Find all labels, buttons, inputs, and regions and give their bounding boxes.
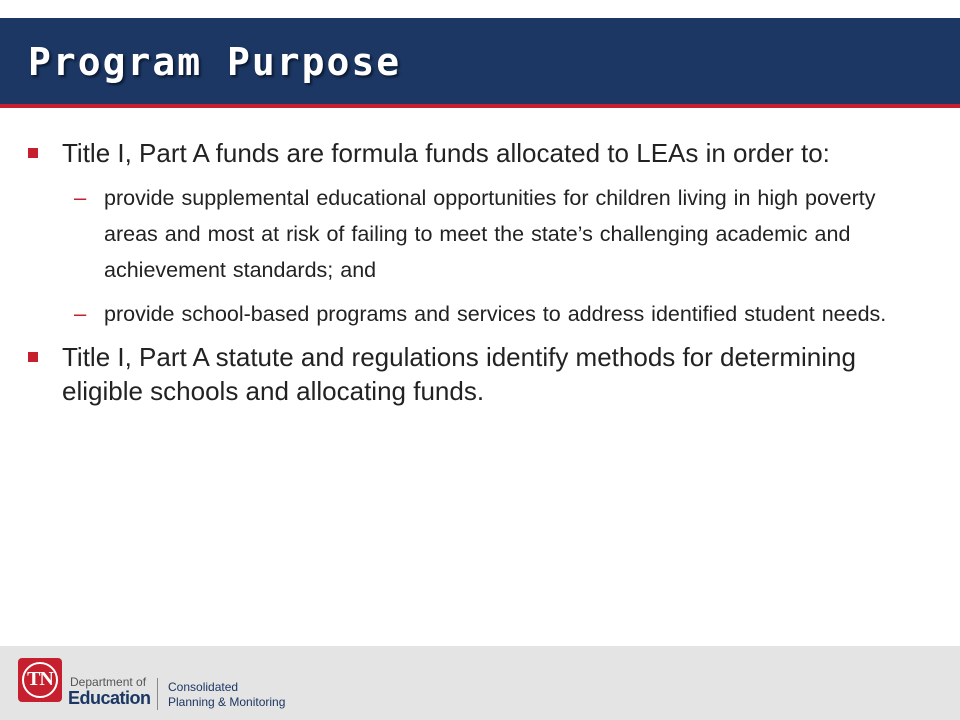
sub-bullet-text: provide supplemental educational opportunities for children living in high poverty areas and most at risk of failing to meet the state’s challenging academic and achievement standards; and [104, 186, 876, 282]
square-bullet-icon [28, 148, 38, 158]
tn-logo-text: TN [27, 668, 53, 690]
bullet-text: Title I, Part A funds are formula funds allocated to LEAs in order to: [62, 138, 830, 168]
footer-divider [157, 678, 158, 710]
department-label: Department of [70, 675, 147, 689]
slide-content [28, 136, 928, 418]
bullet-text: Title I, Part A statute and regulations identify methods for determining eligible schools and allocating funds. [62, 342, 856, 406]
dash-bullet-icon: – [74, 301, 87, 326]
dash-bullet-icon: – [74, 185, 87, 210]
sub-bullet-text: provide school-based programs and services to address identified student needs. [104, 302, 887, 326]
square-bullet-icon [28, 352, 38, 362]
title-bar [0, 18, 960, 108]
slide-title: Program Purpose [28, 40, 402, 84]
department-name: Education [68, 688, 151, 708]
sub-bullet-item [28, 296, 928, 332]
sub-bullet-item [28, 180, 928, 288]
tn-logo [18, 658, 62, 702]
office-name-line1: Consolidated [168, 680, 239, 694]
bullet-item [28, 340, 928, 408]
office-name-line2: Planning & Monitoring [168, 695, 286, 709]
bullet-item [28, 136, 928, 170]
